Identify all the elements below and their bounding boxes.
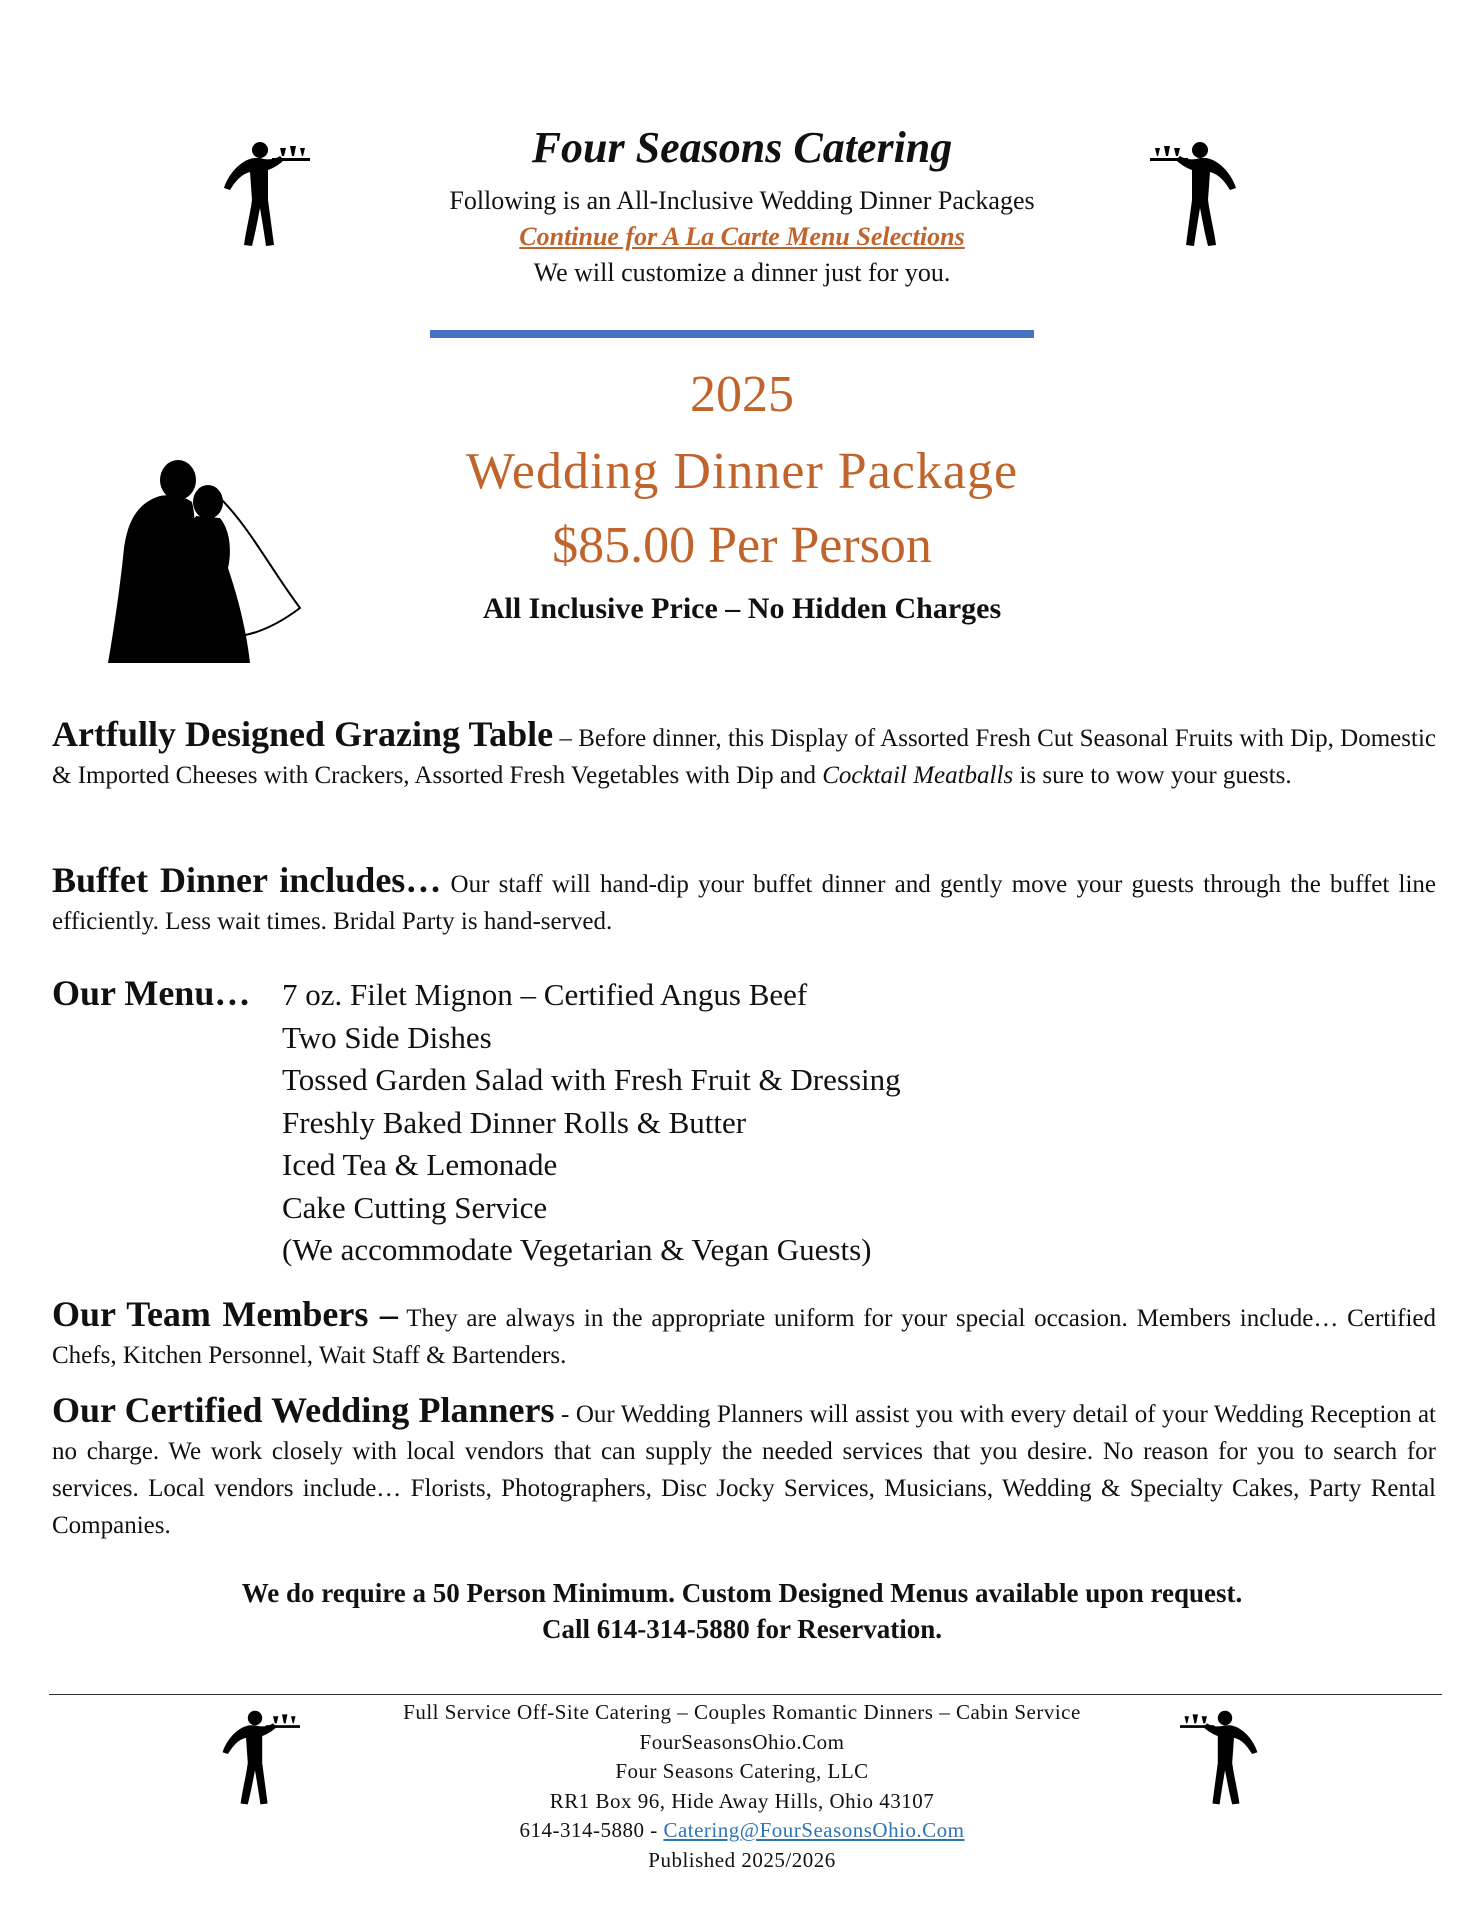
customize-note: We will customize a dinner just for you. bbox=[533, 258, 951, 287]
grazing-table-section bbox=[52, 716, 1436, 794]
buffet-text: Our staff will hand-dip your buffet dinner and gently move your guests through the buffet line efficiently. Less wait times. Bridal Party is hand-served. bbox=[52, 871, 1436, 935]
package-year: 2025 bbox=[690, 366, 794, 423]
buffet-heading: Buffet Dinner includes… bbox=[52, 860, 442, 900]
team-section bbox=[52, 1296, 1436, 1374]
footer-published: Published 2025/2026 bbox=[648, 1847, 836, 1872]
all-inclusive-note: All Inclusive Price – No Hidden Charges bbox=[482, 592, 1002, 625]
header-divider bbox=[430, 330, 1034, 338]
team-text: They are always in the appropriate uniform for your special occasion. Members include… Certified Chefs, Kitchen Personnel, Wait Staff & Bartenders. bbox=[52, 1305, 1436, 1369]
footer-company: Four Seasons Catering, LLC bbox=[615, 1759, 869, 1783]
menu-item: Freshly Baked Dinner Rolls & Butter bbox=[282, 1104, 747, 1140]
menu-item: Two Side Dishes bbox=[282, 1019, 492, 1055]
footer-services: Full Service Off-Site Catering – Couples Romantic Dinners – Cabin Service bbox=[403, 1700, 1081, 1724]
footer-website[interactable]: FourSeasonsOhio.Com bbox=[639, 1729, 845, 1754]
menu-item: (We accommodate Vegetarian & Vegan Guests) bbox=[282, 1232, 872, 1267]
footer-address: RR1 Box 96, Hide Away Hills, Ohio 43107 bbox=[549, 1788, 935, 1813]
menu-item: Tossed Garden Salad with Fresh Fruit & Dressing bbox=[282, 1062, 901, 1097]
footer-email-link[interactable]: Catering@FourSeasonsOhio.Com bbox=[663, 1818, 965, 1842]
team-heading: Our Team Members – bbox=[52, 1294, 398, 1334]
grazing-italic: Cocktail Meatballs bbox=[822, 762, 1014, 789]
a-la-carte-link[interactable]: Continue for A La Carte Menu Selections bbox=[519, 222, 965, 251]
grazing-text-end: is sure to wow your guests. bbox=[1013, 762, 1292, 789]
menu-heading: Our Menu… bbox=[52, 973, 251, 1013]
footer bbox=[0, 1698, 1484, 1875]
grazing-heading: Artfully Designed Grazing Table bbox=[52, 714, 554, 754]
reservation-call: Call 614-314-5880 for Reservation. bbox=[542, 1614, 942, 1644]
footer-divider bbox=[49, 1694, 1442, 1695]
menu-list bbox=[282, 974, 901, 1272]
buffet-section bbox=[52, 862, 1436, 940]
minimum-note: We do require a 50 Person Minimum. Custom Designed Menus available upon request. bbox=[241, 1578, 1243, 1608]
package-title: Wedding Dinner Package bbox=[465, 443, 1019, 500]
package-intro: Following is an All-Inclusive Wedding Dinner Packages bbox=[449, 186, 1035, 215]
footer-contact bbox=[0, 1816, 1484, 1846]
planners-heading: Our Certified Wedding Planners bbox=[52, 1390, 555, 1430]
requirements bbox=[0, 1575, 1484, 1647]
package-price: $85.00 Per Person bbox=[552, 517, 932, 574]
menu-item: 7 oz. Filet Mignon – Certified Angus Beef bbox=[282, 977, 808, 1012]
planners-text: - Our Wedding Planners will assist you with every detail of your Wedding Reception at no charge. We work closely with local vendors that can supply the needed services that you desire. No reason for you to search for services. Local vendors include… Florists, Photographers, Disc Jocky Services, Musicians, Wedding & Specialty Cakes, Party Rental Companies. bbox=[52, 1401, 1436, 1539]
grazing-text: – Before dinner, this Display of Assorted Fresh Cut Seasonal Fruits with Dip, Domestic & Imported Cheeses with Crackers, Assorted Fresh Vegetables with Dip and bbox=[52, 725, 1436, 789]
company-title: Four Seasons Catering bbox=[531, 123, 953, 172]
planners-section bbox=[52, 1392, 1436, 1544]
menu-item: Iced Tea & Lemonade bbox=[282, 1147, 558, 1182]
menu-item: Cake Cutting Service bbox=[282, 1189, 548, 1225]
footer-phone: 614-314-5880 - bbox=[519, 1818, 664, 1842]
